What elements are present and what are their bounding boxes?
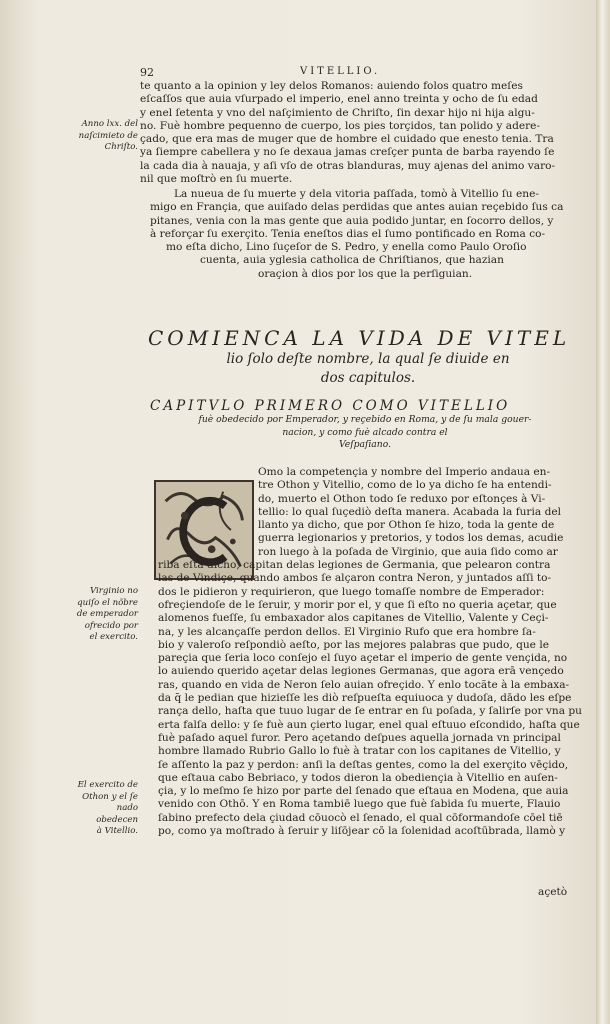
text-line: cuenta, auia yglesia catholica de Chriſtianos, que hazian: [200, 254, 504, 267]
top-paragraph: [140, 80, 570, 186]
margin-line: nado obedecen: [96, 803, 138, 825]
text-line: ofreçiendoſe de le ſeruir, y morir por el, y que ſi eſto no queria açetar, que: [158, 598, 557, 611]
text-line: ras, quando en vida de Neron ſelo auian ofreçido. Y enlo tocãte à la embaxa-: [158, 678, 570, 691]
text-line: eſcaſſos que auia vſurpado el imperio, enel anno treinta y ocho de ſu edad: [140, 93, 538, 106]
text-line: bio y valeroſo reſpondiò aeſto, por las mejores palabras que pudo, que le: [158, 638, 549, 651]
chapter-heading: [150, 398, 580, 452]
margin-line: Othon y el ſe: [82, 791, 138, 802]
text-line: çia, y lo meſmo ſe hizo por parte del ſenado que eſtaua en Modena, que auia: [158, 785, 569, 798]
chapter-line: fuè obedecido por Emperador, y reçebido en Roma, y de ſu mala gouer-: [198, 414, 532, 425]
text-line: llanto ya dicho, que por Othon ſe hizo, toda la gente de: [258, 519, 555, 532]
text-line: da q̄ le pedian que hizieſſe les diò reſpueſta equiuoca y dudoſa, dādo les eſpe: [158, 692, 572, 705]
chapter-line: CAPITVLO PRIMERO COMO VITELLIO: [150, 398, 511, 414]
text-line: y enel ſetenta y vno del naſçimiento de Chriſto, ſin dexar hijo ni hija algu-: [140, 106, 535, 119]
text-line: Omo la competençia y nombre del Imperio andaua en-: [258, 466, 551, 478]
second-paragraph: [140, 188, 570, 281]
text-line: alomenos fueſſe, ſu embaxador alos capitanes de Vitellio, Valente y Ceçi-: [158, 612, 549, 625]
text-line: la cada dia à nauaja, y aſi vſo de otras blanduras, muy ajenas del animo varo-: [140, 159, 556, 172]
text-line: dos le pidieron y requirieron, que luego tomaſſe nombre de Emperador:: [158, 585, 545, 598]
text-line: nil que moſtrò en ſu muerte.: [140, 173, 293, 186]
text-line: do, muerto el Othon todo ſe reduxo por eſtonçes à Vi-: [258, 492, 546, 505]
text-line: fuè paſado aquel furor. Pero açetando deſpues aquella jornada vn principal: [158, 731, 561, 744]
section-title: [148, 326, 588, 388]
running-head: VITELLIO.: [300, 66, 381, 77]
text-line: no. Fuè hombre pequenno de cuerpo, los pies torçidos, tan polido y adere-: [140, 119, 541, 132]
chapter-line: nacion, y como fuè alcado contra el: [282, 426, 448, 438]
text-line: te quanto a la opinion y ley delos Romanos: auiendo folos quatro meſes: [140, 80, 523, 92]
text-line: lo auiendo querido açetar delas legiones Germanas, que agora erā vençedo: [158, 665, 564, 678]
text-line: migo en Françia, que auiſado delas perdidas que antes auian reçebido ſus ca: [150, 201, 564, 214]
margin-line: el exercito.: [89, 632, 138, 642]
catchword: açetò: [538, 886, 568, 898]
text-line: pitanes, venia con la mas gente que auia podido juntar, en ſocorro dellos, y: [150, 214, 554, 227]
title-line: dos capitulos.: [320, 370, 416, 386]
text-line: rança dello, haſta que tuuo lugar de ſe entrar en ſu poſada, y ſalirſe por vna pu: [158, 705, 582, 718]
margin-line: ofrecido por: [84, 620, 138, 631]
margin-line: El exercito de: [77, 780, 138, 790]
text-line: na, y les alcançaſſe perdon dellos. El Virginio Rufo que era hombre ſa-: [158, 625, 536, 638]
margin-note-virginio: [76, 586, 138, 644]
text-line: hombre llamado Rubrio Gallo lo fuè à tratar con los capitanes de Vitellio, y: [158, 745, 561, 758]
margin-note-anno: [76, 119, 138, 154]
text-line: pareçia que ſeria loco conſejo el ſuyo açetar el imperio de gente vençida, no: [158, 652, 568, 665]
text-line: po, como ya moſtrado à ſeruir y liſōjear cō la ſolenidad acoſtūbrada, llamò y: [158, 825, 566, 838]
text-line: las de Vindiçe, quando ambos ſe alçaron contra Neron, y juntados aſſi to-: [158, 572, 552, 585]
margin-line: Virginio no: [89, 586, 138, 596]
margin-line: quiſo el nõbre: [77, 597, 138, 608]
title-line: COMIENCA LA VIDA DE VITEL: [148, 326, 571, 350]
text-line: riba eſta dicho, capitan delas legiones de Germania, que pelearon contra: [158, 559, 551, 572]
margin-line: de emperador: [76, 609, 138, 619]
page-number: 92: [140, 66, 154, 79]
text-line: erta falſa dello: y ſe fuè aun çierto lugar, enel qual eſtuuo eſcondido, haſta que: [158, 718, 580, 731]
text-line: ſabino prefecto dela çiudad cōuocò el ſenado, el qual cōformandoſe cōel tiē: [158, 811, 563, 824]
text-line: mo eſta dicho, Lino ſuçeſor de S. Pedro, y enella como Paulo Oroſio: [166, 241, 527, 254]
text-line: tellio: lo qual ſuçediò deſta manera. Acabada la furia del: [258, 505, 562, 518]
text-line: tre Othon y Vitellio, como de lo ya dicho ſe ha entendi-: [258, 479, 552, 492]
text-line: çado, que era mas de muger que de hombre el cuidado que enesto tenia. Tra: [140, 133, 554, 146]
text-line: guerra legionarios y pretorios, y todos los demas, acudie: [258, 532, 564, 545]
title-line: lio ſolo deſte nombre, la qual ſe diuide en: [226, 351, 510, 367]
margin-line: Chriſto.: [104, 142, 138, 152]
margin-line: Anno lxx. del: [81, 119, 138, 129]
text-line: venido con Othō. Y en Roma tambiē luego que fuè ſabida ſu muerte, Flauio: [158, 798, 561, 811]
text-line: que eſtaua cabo Bebriaco, y todos dieron la obediençia à Vitellio en auſen-: [158, 771, 558, 784]
text-line: oraçion à dios por los que la perſiguian.: [258, 267, 473, 280]
text-line: ya ſiempre cabellera y no ſe dexaua jamas creſçer punta de barba rayendo ſe: [140, 146, 555, 159]
text-line: ron luego à la poſada de Virginio, que auia ſido como ar: [258, 545, 558, 558]
margin-line: à Vitellio.: [96, 826, 138, 836]
text-line: ſe aſſento la paz y perdon: anſi la deſtas gentes, como la del exerçito vēçido,: [158, 758, 569, 771]
margin-note-exercito: [76, 780, 138, 838]
text-line: à reforçar ſu exerçito. Tenia eneſtos dias el ſumo pontificado en Roma co-: [150, 227, 546, 240]
page-edge: [596, 0, 610, 1024]
main-text: [140, 466, 582, 838]
margin-line: naſcimieto de: [78, 130, 138, 141]
chapter-line: Veſpaſiano.: [338, 439, 391, 450]
text-line: La nueua de ſu muerte y dela vitoria paſſada, tomò à Vitellio ſu ene-: [174, 188, 539, 200]
